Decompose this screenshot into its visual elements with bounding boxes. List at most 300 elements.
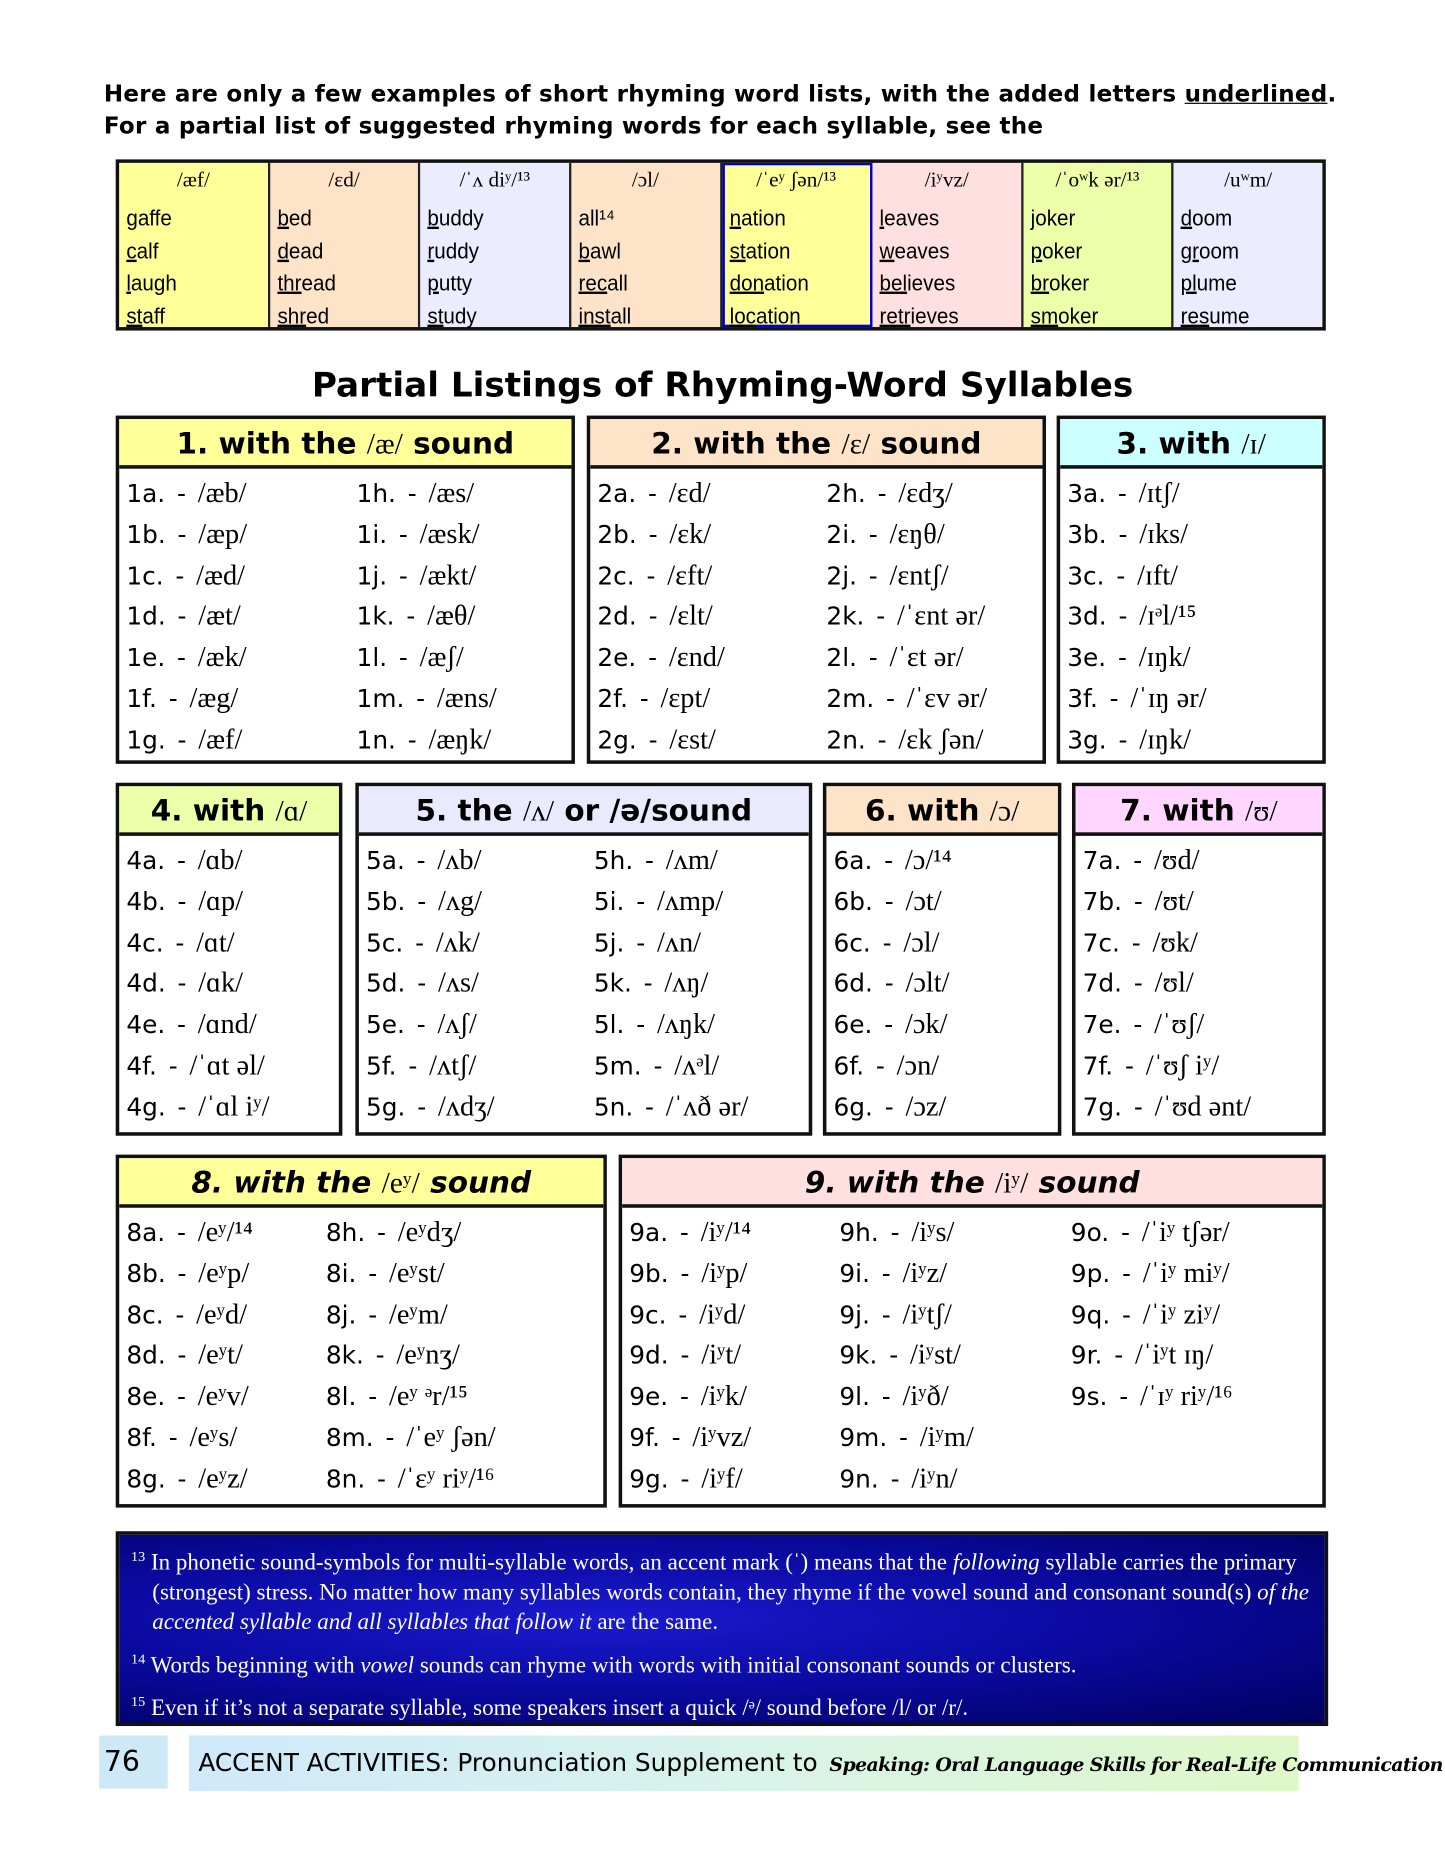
item-label: 5e. <box>365 1010 405 1040</box>
item-label: 4c. <box>126 928 164 957</box>
item-phoneme: /ʊl/ <box>1154 968 1194 1000</box>
section-header <box>1076 786 1323 836</box>
item-label: 5j. <box>593 928 625 957</box>
section-header <box>1060 419 1322 469</box>
dash: - <box>643 969 653 999</box>
example-word <box>729 268 852 300</box>
word-rest: ume <box>1209 304 1250 329</box>
example-column <box>722 163 873 327</box>
list-item <box>326 1459 496 1500</box>
dash: - <box>1117 643 1127 672</box>
list-item <box>357 679 497 720</box>
item-label: 3f. <box>1067 684 1098 714</box>
item-label: 6a. <box>833 846 873 875</box>
footnote-emphasis: of the accented syllable and all syllables that follow it <box>152 1580 1309 1635</box>
item-label: 9q. <box>1070 1300 1111 1329</box>
dash: - <box>884 846 894 875</box>
list-item <box>839 1459 973 1500</box>
list-item <box>826 597 987 638</box>
item-label: 9e. <box>629 1382 669 1412</box>
list-item <box>834 882 952 923</box>
dash: - <box>417 969 427 999</box>
item-phoneme: /ˈɛnt ər/ <box>896 601 986 633</box>
item-label: 4e. <box>126 1010 166 1040</box>
list-item <box>1067 597 1206 638</box>
dash: - <box>1117 479 1127 508</box>
list-item <box>326 1254 496 1295</box>
item-phoneme: /eʸst/ <box>388 1258 445 1289</box>
item-phoneme: /æs/ <box>428 478 475 509</box>
list-item <box>126 1336 253 1377</box>
item-label: 4f. <box>126 1051 157 1081</box>
added-letters: br <box>1030 271 1049 297</box>
list-item <box>594 1005 749 1046</box>
dash: - <box>1133 846 1143 875</box>
item-label: 8k. <box>325 1341 364 1370</box>
dash: - <box>678 1300 688 1329</box>
word-rest: all¹⁴ <box>578 206 615 232</box>
item-phoneme: /æk/ <box>197 642 247 674</box>
item-phoneme: /iʸn/ <box>911 1463 958 1495</box>
item-phoneme: /eʸp/ <box>198 1258 250 1289</box>
item-phoneme: /æʃ/ <box>419 642 464 674</box>
list-item <box>834 923 952 964</box>
item-label: 9h. <box>839 1218 879 1247</box>
word-rest: uddy <box>439 206 484 232</box>
list-item <box>839 1377 973 1418</box>
section-header-text: 7. with <box>1120 793 1245 828</box>
list-item <box>126 597 247 638</box>
item-label: 3g. <box>1067 725 1107 755</box>
item-label: 6g. <box>833 1092 873 1122</box>
word-rest: oker <box>1034 206 1076 232</box>
dash: - <box>1116 561 1126 590</box>
section-header-phoneme: /ɛ/ <box>841 428 871 461</box>
word-rest: ation <box>740 206 786 232</box>
item-label: 3b. <box>1067 520 1107 549</box>
list-item <box>826 473 987 514</box>
dash: - <box>175 1300 185 1329</box>
item-phoneme: /ɔk/ <box>904 1009 948 1041</box>
dash: - <box>408 1051 418 1081</box>
word-rest: oom <box>1199 239 1240 264</box>
item-label: 1k. <box>356 602 395 631</box>
list-item <box>366 964 495 1005</box>
item-phoneme: /ɛnd/ <box>668 642 725 674</box>
footnote-14 <box>131 1644 1310 1680</box>
item-phoneme: /ˈiʸt ɪŋ/ <box>1134 1340 1214 1372</box>
added-letters: d <box>1181 206 1193 232</box>
item-phoneme: /eʸv/ <box>197 1381 249 1413</box>
word-rest: oker <box>1041 239 1083 264</box>
list-item <box>597 638 724 679</box>
section-column <box>597 473 724 761</box>
example-column <box>1174 163 1322 327</box>
added-letters: w <box>879 239 895 264</box>
example-word <box>729 300 852 332</box>
item-phoneme: /ʊt/ <box>1154 886 1194 918</box>
item-label: 9r. <box>1070 1341 1103 1370</box>
section-column <box>1071 1212 1233 1417</box>
dash: - <box>177 643 186 672</box>
dash: - <box>881 1382 891 1412</box>
item-label: 8m. <box>325 1423 374 1453</box>
item-phoneme: /eʸt/ <box>198 1340 243 1372</box>
dash: - <box>177 602 187 631</box>
example-phoneme: /uʷm/ <box>1224 167 1273 192</box>
item-label: 1m. <box>356 684 405 714</box>
word-rest: eaves <box>884 206 940 232</box>
item-phoneme: /ʌk/ <box>435 927 480 959</box>
dash: - <box>398 520 408 549</box>
example-word <box>578 268 701 300</box>
word-rest: ead <box>288 239 323 264</box>
example-word <box>729 203 852 235</box>
item-phoneme: /ɪks/ <box>1139 519 1189 550</box>
item-label: 3c. <box>1067 561 1105 590</box>
dash: - <box>636 928 646 957</box>
dash: - <box>680 1259 690 1288</box>
example-word <box>277 203 400 235</box>
item-phoneme: /ʌtʃ/ <box>429 1050 477 1082</box>
example-word <box>1030 203 1153 235</box>
item-label: 5a. <box>365 846 405 875</box>
item-label: 4d. <box>126 969 166 999</box>
dash: - <box>648 520 658 549</box>
section-header-text: 5. the <box>415 793 523 828</box>
section-column <box>126 473 247 761</box>
item-label: 7b. <box>1082 887 1123 916</box>
item-phoneme: /iʸm/ <box>919 1422 974 1454</box>
list-item <box>1083 923 1252 964</box>
example-phoneme: /ɛd/ <box>328 167 360 192</box>
item-phoneme: /ɛlt/ <box>669 601 713 633</box>
word-rest: udy <box>443 304 478 329</box>
item-label: 4b. <box>126 887 166 916</box>
list-item <box>629 1295 751 1336</box>
item-phoneme: /ɑnd/ <box>197 1009 257 1041</box>
item-label: 6e. <box>833 1010 873 1040</box>
item-phoneme: /eʸnʒ/ <box>396 1340 460 1372</box>
item-label: 2c. <box>597 561 635 590</box>
item-phoneme: /eʸm/ <box>388 1299 448 1331</box>
dash: - <box>177 725 187 755</box>
dash: - <box>646 561 656 590</box>
item-phoneme: /iʸtʃ/ <box>902 1299 952 1331</box>
added-letters: inst <box>578 304 611 329</box>
added-letters: shr <box>276 304 306 329</box>
list-item <box>357 515 497 556</box>
item-phoneme: /ɛd/ <box>668 478 711 509</box>
dash: - <box>1122 1259 1131 1288</box>
item-label: 9m. <box>839 1423 888 1453</box>
intro-part: . For a partial list of suggested rhyming words for each syllable, see the <box>103 80 1337 140</box>
example-column <box>421 163 572 327</box>
dash: - <box>177 1464 187 1494</box>
list-item <box>126 679 247 720</box>
list-item <box>594 923 749 964</box>
dash: - <box>1118 520 1128 549</box>
section-column <box>826 473 987 761</box>
example-word <box>277 300 400 332</box>
item-phoneme: /ˈɛt ər/ <box>889 642 964 674</box>
item-phoneme: /eʸ ᵊr/¹⁵ <box>388 1381 468 1413</box>
item-label: 8g. <box>126 1464 166 1494</box>
item-label: 9f. <box>629 1423 660 1453</box>
dash: - <box>1125 1051 1134 1081</box>
list-item <box>1083 882 1252 923</box>
example-column <box>873 163 1024 327</box>
section-header-text: sound <box>419 1165 532 1200</box>
example-word <box>428 203 551 235</box>
example-phoneme: /ˈʌ diʸ/¹³ <box>459 167 530 192</box>
dash: - <box>1120 1218 1130 1247</box>
added-letters: sm <box>1030 304 1058 329</box>
item-label: 8b. <box>126 1259 166 1288</box>
list-item <box>126 638 247 679</box>
list-item <box>357 638 497 679</box>
footer-book-title: Speaking: Oral Language Skills for Real-Life Communication <box>829 1753 1443 1776</box>
item-phoneme: /ʌŋk/ <box>656 1009 716 1041</box>
list-item <box>326 1377 496 1418</box>
item-phoneme: /ækt/ <box>419 560 477 592</box>
list-item <box>126 964 269 1005</box>
word-rest: ieves <box>910 304 959 329</box>
item-phoneme: /æŋk/ <box>428 724 492 756</box>
list-item <box>126 1377 253 1418</box>
added-letters: b <box>427 206 440 232</box>
item-phoneme: /eʸz/ <box>198 1463 248 1495</box>
list-item <box>126 1418 253 1459</box>
list-item <box>834 1087 952 1128</box>
list-item <box>629 1212 751 1253</box>
item-label: 7g. <box>1082 1092 1123 1122</box>
item-phoneme: /ɑb/ <box>197 845 243 877</box>
dash: - <box>890 1218 900 1247</box>
item-label: 1g. <box>126 725 166 755</box>
list-item <box>126 515 247 556</box>
dash: - <box>368 1300 378 1329</box>
item-phoneme: /ˈʊʃ/ <box>1154 1009 1205 1041</box>
item-label: 7d. <box>1082 969 1123 999</box>
intro-underlined: underlined <box>1184 80 1328 108</box>
word-rest: oker <box>1048 271 1089 297</box>
added-letters: thr <box>276 271 302 297</box>
dash: - <box>398 561 408 590</box>
item-label: 3d. <box>1067 602 1107 631</box>
section-header-text: sound <box>1028 1165 1140 1200</box>
section-column <box>594 841 749 1129</box>
item-label: 9l. <box>839 1382 870 1412</box>
example-word <box>578 236 701 268</box>
dash: - <box>889 1341 899 1370</box>
item-label: 5f. <box>365 1051 397 1081</box>
example-column <box>571 163 722 327</box>
added-letters: loc <box>729 304 756 329</box>
word-rest: affe <box>137 206 172 232</box>
item-phoneme: /ɛk ʃən/ <box>898 724 984 756</box>
item-phoneme: /ɔl/ <box>903 927 940 959</box>
item-phoneme: /æf/ <box>198 724 243 756</box>
dash: - <box>890 1464 900 1494</box>
added-letters: don <box>729 271 764 297</box>
dash: - <box>175 928 185 957</box>
dash: - <box>1109 684 1119 714</box>
item-phoneme: /æsk/ <box>419 519 480 550</box>
dash: - <box>648 479 657 508</box>
example-word <box>1181 268 1304 300</box>
section-header <box>119 419 571 469</box>
list-item <box>834 841 952 882</box>
section-header-phoneme: /æ/ <box>366 428 403 461</box>
added-letters: b <box>578 239 590 264</box>
dash: - <box>168 1423 178 1453</box>
item-label: 9o. <box>1070 1218 1110 1247</box>
word-rest: aff <box>142 304 165 329</box>
item-phoneme: /ˈɑt əl/ <box>189 1050 265 1082</box>
item-label: 5k. <box>593 969 632 999</box>
dash: - <box>176 1218 186 1247</box>
item-phoneme: /ɛntʃ/ <box>889 560 949 592</box>
example-word <box>578 203 701 235</box>
example-word <box>1181 236 1304 268</box>
item-label: 2g. <box>597 725 637 755</box>
dash: - <box>176 846 186 875</box>
dash: - <box>1133 1092 1143 1122</box>
word-rest: ed <box>305 304 329 329</box>
list-item <box>366 841 495 882</box>
example-word <box>578 300 701 332</box>
item-phoneme: /iʸð/ <box>902 1381 949 1413</box>
list-item <box>629 1377 751 1418</box>
section-header-text: or /ə/sound <box>554 793 753 828</box>
list-item <box>594 841 749 882</box>
word-rest: ead <box>301 271 336 297</box>
item-label: 3e. <box>1067 643 1107 672</box>
item-phoneme: /eʸd/ <box>196 1299 248 1331</box>
example-phoneme: /iʸvz/ <box>924 167 969 192</box>
list-item <box>826 556 987 597</box>
item-label: 7a. <box>1082 846 1122 875</box>
item-label: 6b. <box>833 887 873 916</box>
dash: - <box>377 1464 386 1494</box>
dash: - <box>679 1382 689 1412</box>
list-item <box>1083 964 1252 1005</box>
section-column <box>326 1212 496 1500</box>
item-phoneme: /æt/ <box>198 601 241 633</box>
section-column <box>1083 841 1252 1129</box>
footnote-emphasis: following <box>952 1550 1040 1576</box>
item-label: 8e. <box>126 1382 166 1412</box>
dash: - <box>881 1300 891 1329</box>
section-7 <box>1072 783 1326 1136</box>
list-item <box>1067 679 1206 720</box>
word-rest: all <box>610 304 632 329</box>
footnote-text: In phonetic sound-symbols for multi-syllable words, an accent mark (ˈ) means that the <box>150 1550 953 1576</box>
item-phoneme: /ɔ/¹⁴ <box>904 845 952 877</box>
section-column <box>834 841 952 1129</box>
item-label: 6c. <box>833 928 871 957</box>
list-item <box>1067 473 1206 514</box>
item-phoneme: /æns/ <box>436 683 497 715</box>
dash: - <box>884 1010 894 1040</box>
list-item <box>629 1459 751 1500</box>
item-label: 6f. <box>833 1051 865 1081</box>
dash: - <box>884 969 894 999</box>
list-item <box>826 720 987 761</box>
item-label: 1h. <box>356 479 396 508</box>
item-label: 9d. <box>629 1341 669 1370</box>
list-item <box>126 841 269 882</box>
item-label: 9p. <box>1070 1259 1111 1288</box>
dash: - <box>876 602 886 631</box>
added-letters: rec <box>578 271 608 297</box>
list-item <box>594 882 749 923</box>
item-label: 4g. <box>126 1092 166 1122</box>
item-label: 3a. <box>1067 479 1107 508</box>
footnote-emphasis: vowel <box>360 1652 415 1678</box>
item-phoneme: /ʌs/ <box>437 968 479 1000</box>
item-phoneme: /ɛst/ <box>669 724 716 756</box>
list-item <box>834 1046 952 1087</box>
item-label: 1a. <box>126 479 166 508</box>
item-phoneme: /iʸst/ <box>909 1340 961 1372</box>
dash: - <box>877 479 887 508</box>
added-letters: j <box>1030 206 1035 232</box>
list-item <box>126 1254 253 1295</box>
example-column <box>1023 163 1174 327</box>
section-header-text: 8. with the <box>191 1165 382 1200</box>
word-rest: eaves <box>894 239 950 264</box>
item-phoneme: /iʸs/ <box>911 1217 955 1248</box>
item-phoneme: /ʌb/ <box>437 845 482 877</box>
section-9 <box>619 1155 1326 1508</box>
item-phoneme: /ˈiʸ miʸ/ <box>1142 1258 1230 1289</box>
item-label: 9j. <box>839 1300 870 1329</box>
dash: - <box>899 1423 908 1453</box>
added-letters: st <box>126 304 143 329</box>
item-phoneme: /ʌʃ/ <box>437 1009 477 1041</box>
word-rest: ation <box>745 239 790 264</box>
item-phoneme: /iʸt/ <box>701 1340 742 1372</box>
item-phoneme: /æg/ <box>189 683 239 715</box>
example-word <box>428 268 551 300</box>
dash: - <box>177 1382 186 1412</box>
section-header-text: 1. with the <box>176 426 367 461</box>
list-item <box>1083 1046 1252 1087</box>
item-phoneme: /ɪtʃ/ <box>1138 478 1180 509</box>
item-label: 5n. <box>593 1092 634 1122</box>
added-letters: p <box>1030 239 1042 264</box>
list-item <box>839 1336 973 1377</box>
list-item <box>1083 1005 1252 1046</box>
footnote-15 <box>131 1687 1310 1723</box>
item-phoneme: /eʸdʒ/ <box>397 1217 462 1248</box>
item-phoneme: /ʌdʒ/ <box>437 1091 495 1123</box>
item-label: 2m. <box>826 684 875 714</box>
list-item <box>629 1254 751 1295</box>
item-phoneme: /ɪft/ <box>1137 560 1179 592</box>
section-3 <box>1057 416 1326 764</box>
dash: - <box>417 887 427 916</box>
item-label: 8j. <box>325 1300 357 1329</box>
dash: - <box>648 725 658 755</box>
item-phoneme: /ɪᵊl/¹⁵ <box>1139 601 1197 633</box>
example-word <box>126 236 249 268</box>
item-label: 2e. <box>597 643 637 672</box>
section-header-phoneme: /ɑ/ <box>275 795 308 828</box>
item-phoneme: /iʸf/ <box>701 1463 743 1495</box>
